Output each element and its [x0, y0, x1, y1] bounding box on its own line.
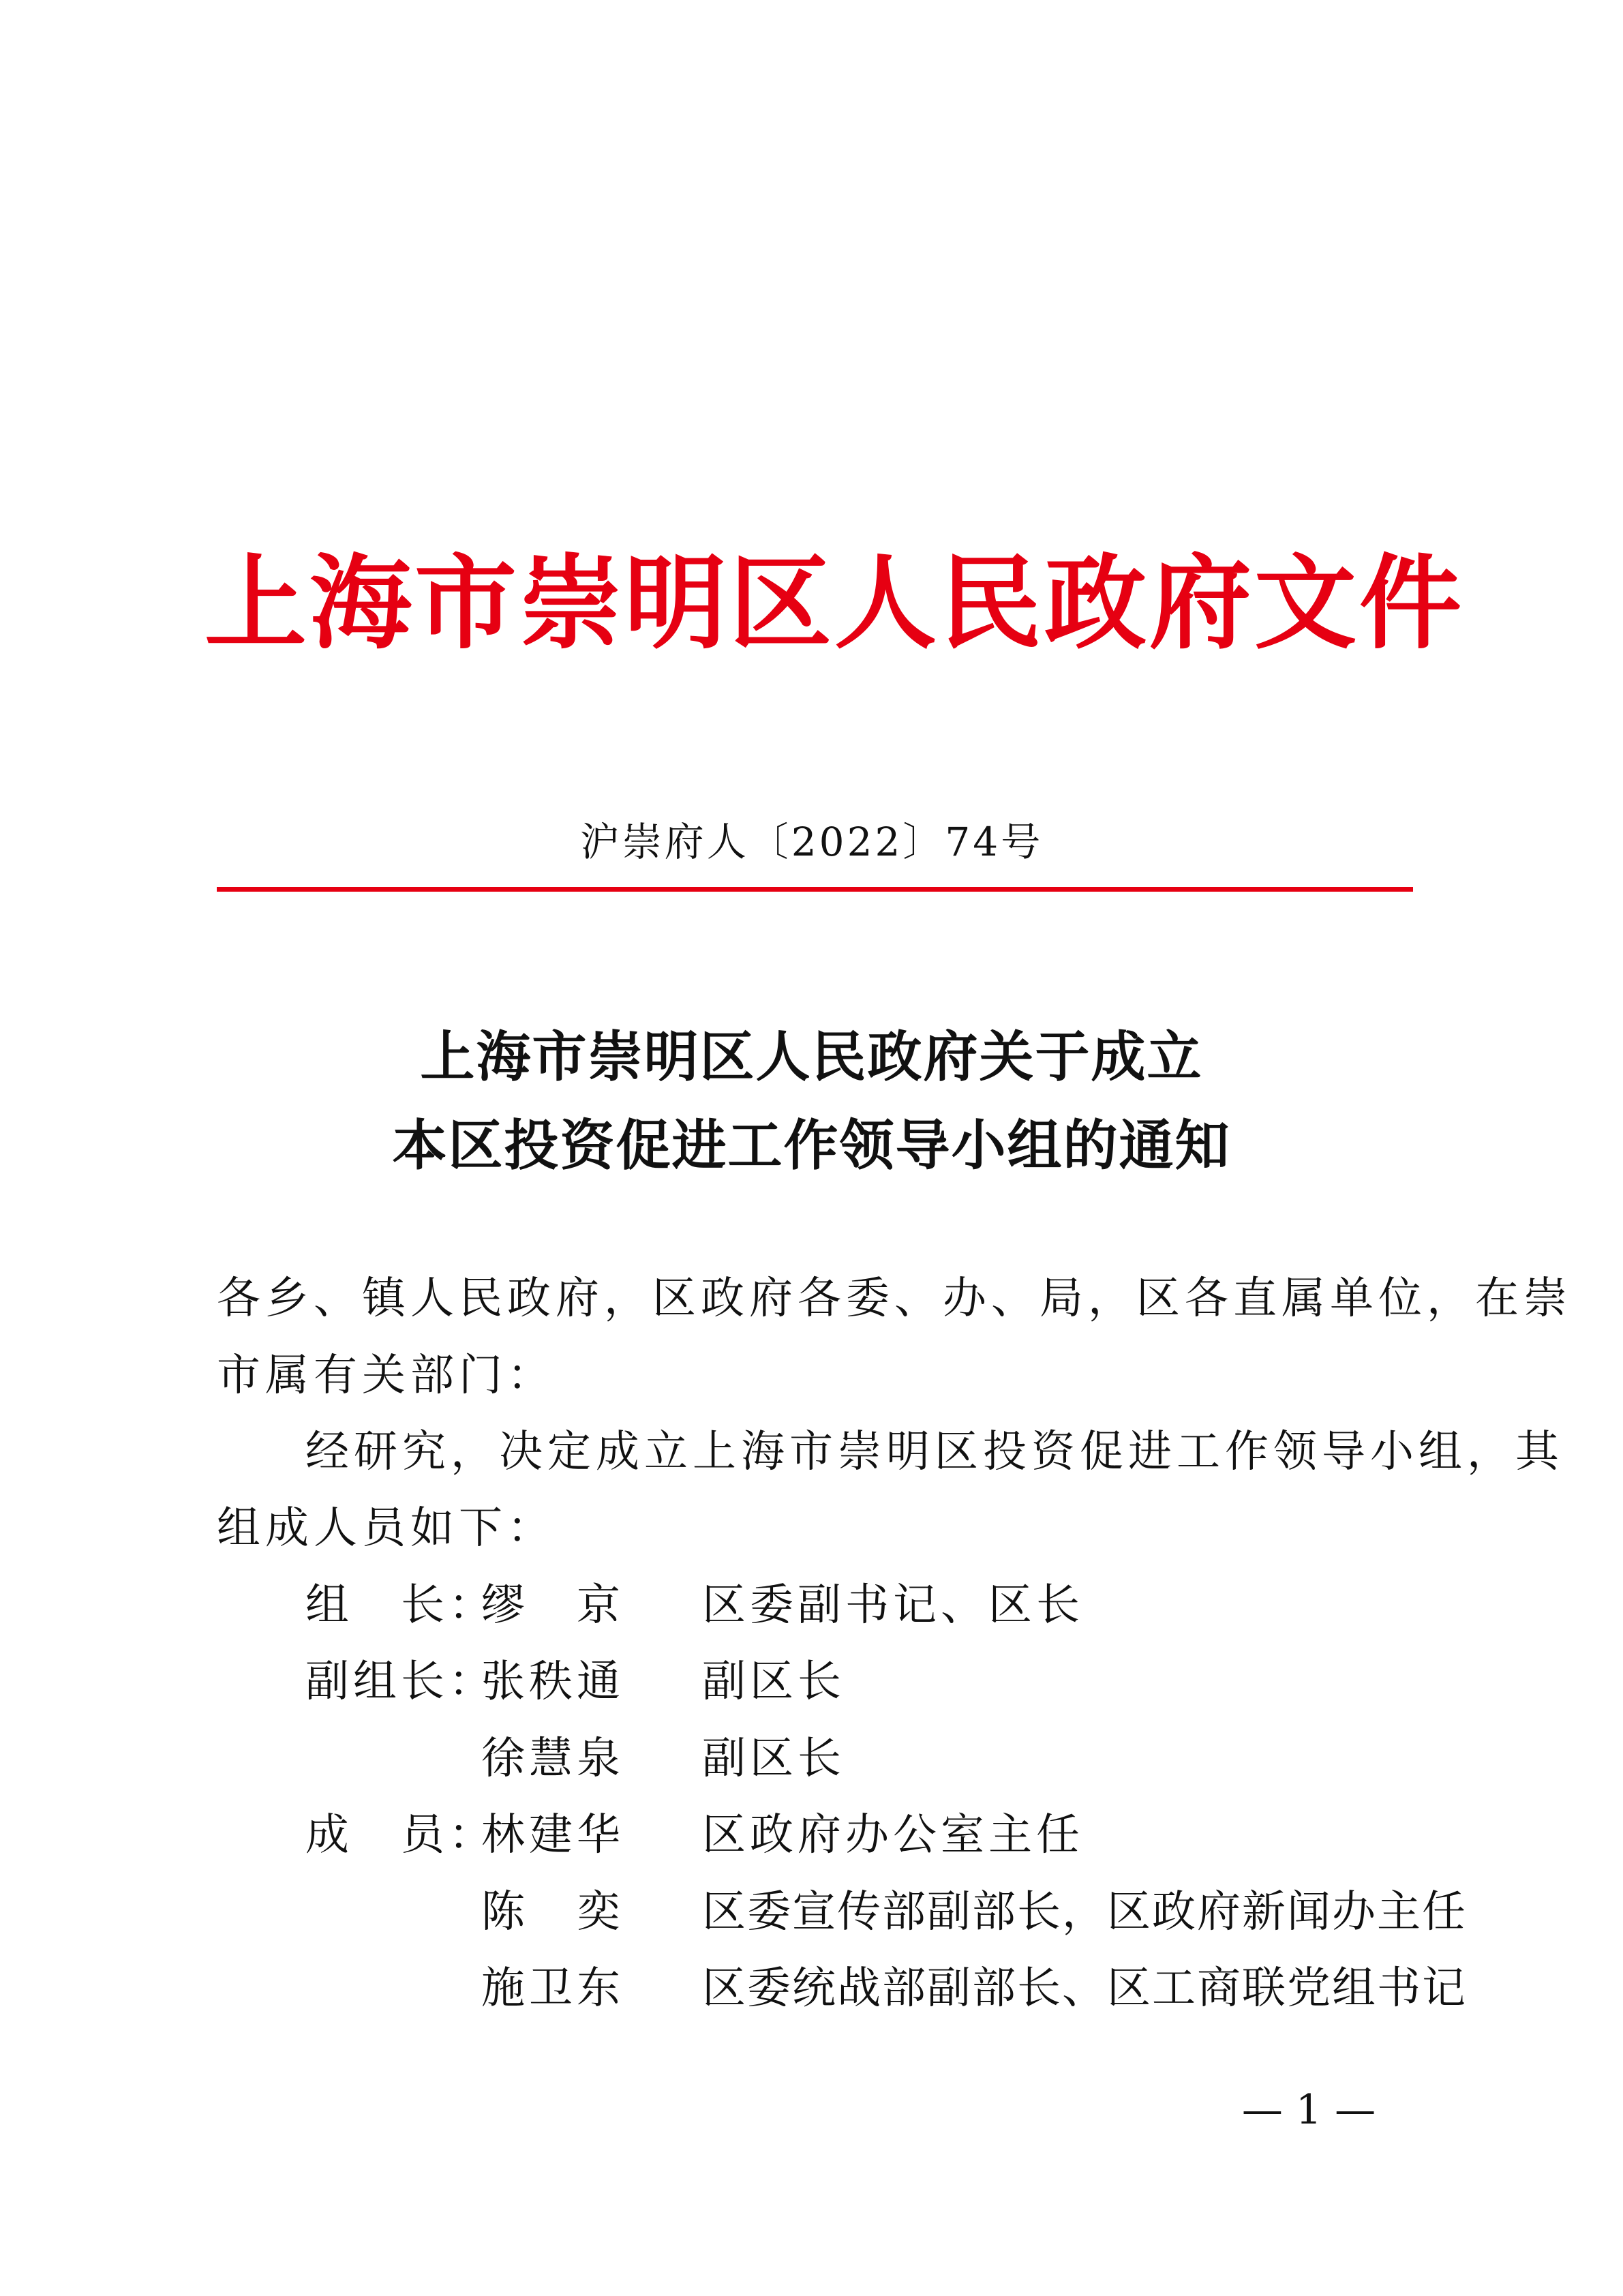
member-name: 缪 京 — [481, 1580, 624, 1631]
member-name: 林建华 — [481, 1810, 624, 1860]
paragraph-1-line-1: 经研究，决定成立上海市崇明区投资促进工作领导小组，其 — [305, 1427, 1564, 1477]
member-title: 区委统战部副部长、区工商联党组书记 — [702, 1963, 1467, 2014]
document-title-line-1: 上海市崇明区人民政府关于成立 — [420, 1025, 1203, 1089]
member-role: 成 员： — [305, 1810, 496, 1860]
member-row — [0, 1958, 1623, 2019]
member-role: 组 长： — [305, 1580, 496, 1631]
member-row — [0, 1651, 1623, 1712]
document-masthead: 上海市崇明区人民政府文件 — [204, 543, 1465, 663]
member-name: 陈 奕 — [481, 1887, 624, 1937]
document-title-line-2: 本区投资促进工作领导小组的通知 — [392, 1113, 1231, 1177]
member-title: 副区长 — [702, 1657, 845, 1707]
member-name: 张秩通 — [481, 1657, 624, 1707]
document-number: 沪崇府人〔2022〕74号 — [579, 819, 1044, 865]
member-name: 徐慧泉 — [481, 1734, 624, 1784]
member-title: 区政府办公室主任 — [702, 1810, 1084, 1860]
member-row — [0, 1575, 1623, 1636]
paragraph-1-line-2: 组成人员如下： — [217, 1503, 556, 1554]
member-name: 施卫东 — [481, 1963, 624, 2014]
addressee-line-1: 各乡、镇人民政府，区政府各委、办、局，区各直属单位，在崇 — [217, 1273, 1572, 1324]
page-number: — 1 — — [1241, 2086, 1376, 2134]
member-role: 副组长： — [305, 1657, 496, 1707]
addressee-line-2: 市属有关部门： — [217, 1350, 556, 1401]
red-divider-line — [217, 887, 1413, 892]
member-row — [0, 1728, 1623, 1789]
member-row — [0, 1804, 1623, 1866]
member-title: 副区长 — [702, 1734, 845, 1784]
member-row — [0, 1882, 1623, 1943]
member-title: 区委宣传部副部长，区政府新闻办主任 — [702, 1887, 1467, 1937]
member-title: 区委副书记、区长 — [702, 1580, 1084, 1631]
